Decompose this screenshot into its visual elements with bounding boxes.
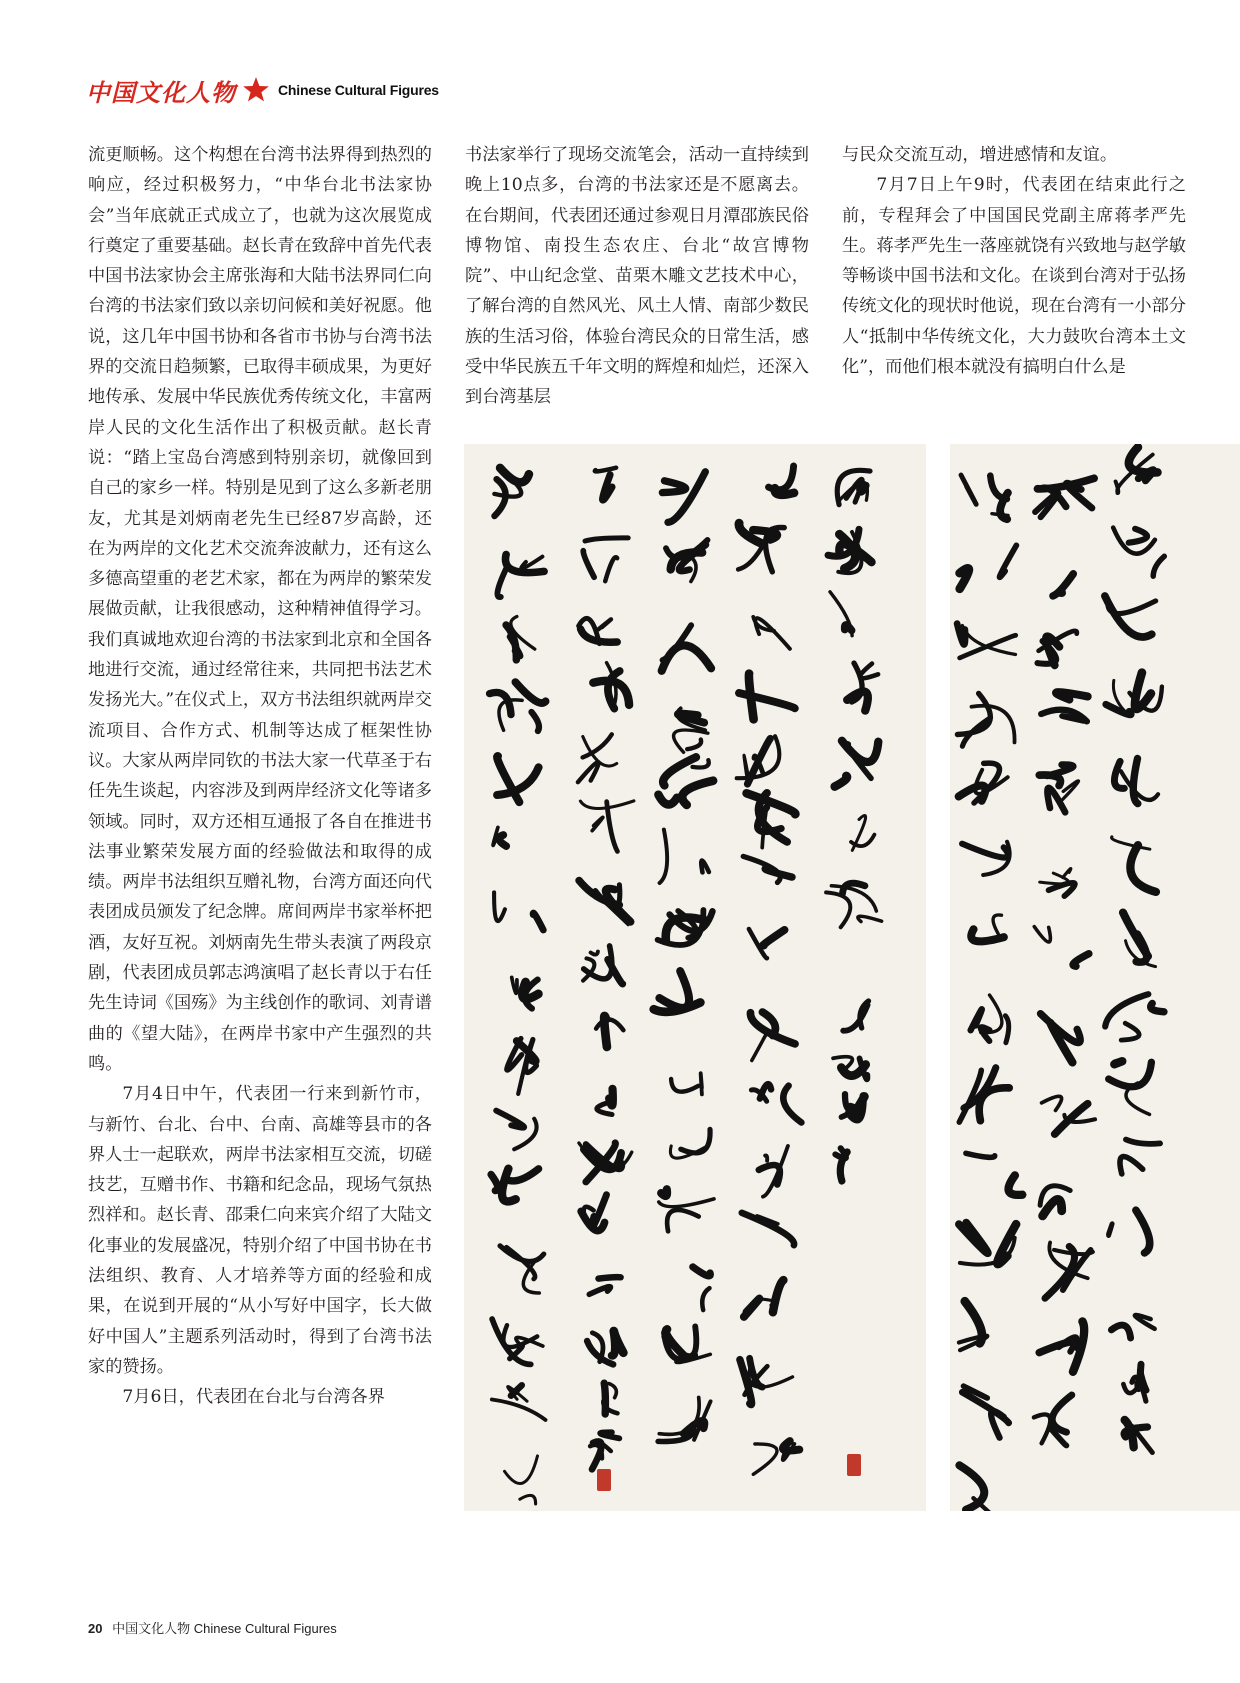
calligraphy-image xyxy=(950,444,1240,1511)
magazine-title-cn: 中国文化人物 xyxy=(86,77,236,107)
calligraphy-artwork-left xyxy=(464,444,926,1511)
article-column-2 xyxy=(465,140,809,413)
paragraph: 7月7日上午9时，代表团在结束此行之前，专程拜会了中国国民党副主席蒋孝严先生。蒋孝严先生一落座就饶有兴致地与赵学敏等畅谈中国书法和文化。在谈到台湾对于弘扬传统文化的现状时他说，现在台湾有一小部分人“抵制中华传统文化，大力鼓吹台湾本土文化”，而他们根本就没有搞明白什么是 xyxy=(842,175,1186,378)
publication-name: 中国文化人物 Chinese Cultural Figures xyxy=(112,1621,337,1636)
page-footer xyxy=(88,1618,337,1637)
paragraph: 7月4日中午，代表团一行来到新竹市，与新竹、台北、台中、台南、高雄等县市的各界人士一起联欢，两岸书法家相互交流，切磋技艺，互赠书作、书籍和纪念品，现场气氛热烈祥和。赵长青、邵秉仁向来宾介绍了大陆文化事业的发展盛况，特别介绍了中国书协在书法组织、教育、人才培养等方面的经验和成果，在说到开展的“从小写好中国字，长大做好中国人”主题系列活动时，得到了台湾书法家的赞扬。 xyxy=(88,1084,432,1377)
calligraphy-artwork-right xyxy=(950,444,1240,1511)
article-column-1 xyxy=(88,140,432,1412)
paragraph: 书法家举行了现场交流笔会，活动一直持续到晚上10点多，台湾的书法家还是不愿离去。在台期间，代表团还通过参观日月潭邵族民俗博物馆、南投生态农庄、台北“故宫博物院”、中山纪念堂、苗栗木雕文艺技术中心，了解台湾的自然风光、风土人情、南部少数民族的生活习俗，体验台湾民众的日常生活，感受中华民族五千年文明的辉煌和灿烂，还深入到台湾基层 xyxy=(465,145,809,408)
magazine-title-en: Chinese Cultural Figures xyxy=(278,82,439,98)
paragraph: 与民众交流互动，增进感情和友谊。 xyxy=(842,145,1118,165)
paragraph: 7月6日，代表团在台北与台湾各界 xyxy=(122,1387,385,1408)
masthead xyxy=(86,70,439,110)
red-star-icon xyxy=(242,76,270,104)
paragraph: 流更顺畅。这个构想在台湾书法界得到热烈的响应，经过积极努力，“中华台北书法家协会”当年底就正式成立了，也就为这次展览成行奠定了重要基础。赵长青在致辞中首先代表中国书法家协会主席张海和大陆书法界同仁向台湾的书法家们致以亲切问候和美好祝愿。他说，这几年中国书协和各省市书协与台湾书法界的交流日趋频繁，已取得丰硕成果，为更好地传承、发展中华民族优秀传统文化，丰富两岸人民的文化生活作出了积极贡献。赵长青说：“踏上宝岛台湾感到特别亲切，就像回到自己的家乡一样。特别是见到了这么多新老朋友，尤其是刘炳南老先生已经87岁高龄，还在为两岸的文化艺术交流奔波献力，还有这么多德高望重的老艺术家，都在为两岸的繁荣发展做贡献，让我很感动，这种精神值得学习。我们真诚地欢迎台湾的书法家到北京和全国各地进行交流，通过经常往来，共同把书法艺术发扬光大。”在仪式上，双方书法组织就两岸交流项目、合作方式、机制等达成了框架性协议。大家从两岸同钦的书法大家一代草圣于右任先生谈起，内容涉及到两岸经济文化等诸多领域。同时，双方还相互通报了各自在推进书法事业繁荣发展方面的经验做法和取得的成绩。两岸书法组织互赠礼物，台湾方面还向代表团成员颁发了纪念牌。席间两岸书家举杯把酒，友好互祝。刘炳南先生带头表演了两段京剧，代表团成员郭志鸿演唱了赵长青以于右任先生诗词《国殇》为主线创作的歌词、刘青谱曲的《望大陆》，在两岸书家中产生强烈的共鸣。 xyxy=(88,145,432,1074)
page-number: 20 xyxy=(88,1621,103,1636)
calligraphy-image xyxy=(464,444,926,1511)
article-column-3 xyxy=(842,140,1186,382)
